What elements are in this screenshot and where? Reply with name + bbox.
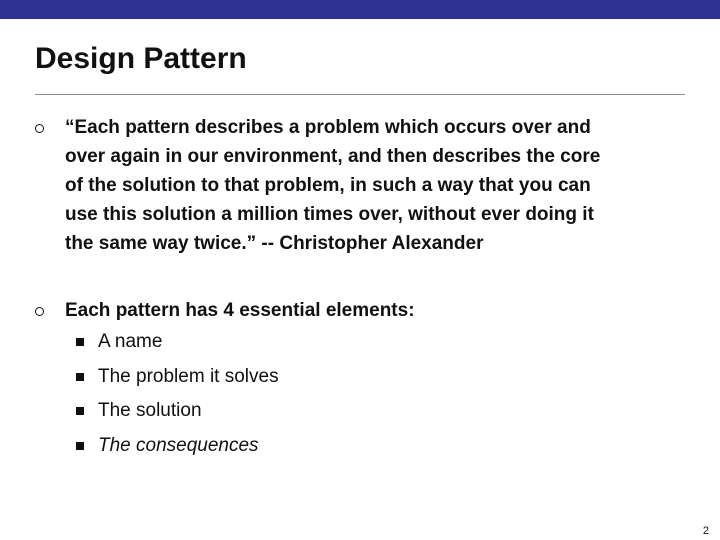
hollow-circle-bullet-icon	[35, 307, 44, 316]
quote-text	[65, 113, 685, 258]
square-bullet-icon	[76, 442, 84, 450]
elements-heading: Each pattern has 4 essential elements:	[65, 300, 415, 321]
quote-line: “Each pattern describes a problem which occurs over and	[65, 117, 591, 138]
quote-line: of the solution to that problem, in such a way that you can	[65, 175, 591, 196]
quote-line: over again in our environment, and then describes the core	[65, 146, 601, 167]
element-label: The problem it solves	[98, 365, 279, 387]
square-bullet-icon	[76, 373, 84, 381]
top-banner	[0, 0, 720, 19]
element-label: A name	[98, 331, 163, 352]
element-label: The consequences	[98, 434, 259, 456]
quote-line: the same way twice.” -- Christopher Alexander	[65, 233, 484, 254]
title-divider	[35, 94, 685, 95]
slide-title: Design Pattern	[35, 42, 247, 75]
quote-line: use this solution a million times over, without ever doing it	[65, 204, 594, 225]
hollow-circle-bullet-icon	[35, 124, 44, 133]
square-bullet-icon	[76, 338, 84, 346]
page-number: 2	[702, 525, 709, 537]
element-label: The solution	[98, 400, 202, 421]
square-bullet-icon	[76, 407, 84, 415]
